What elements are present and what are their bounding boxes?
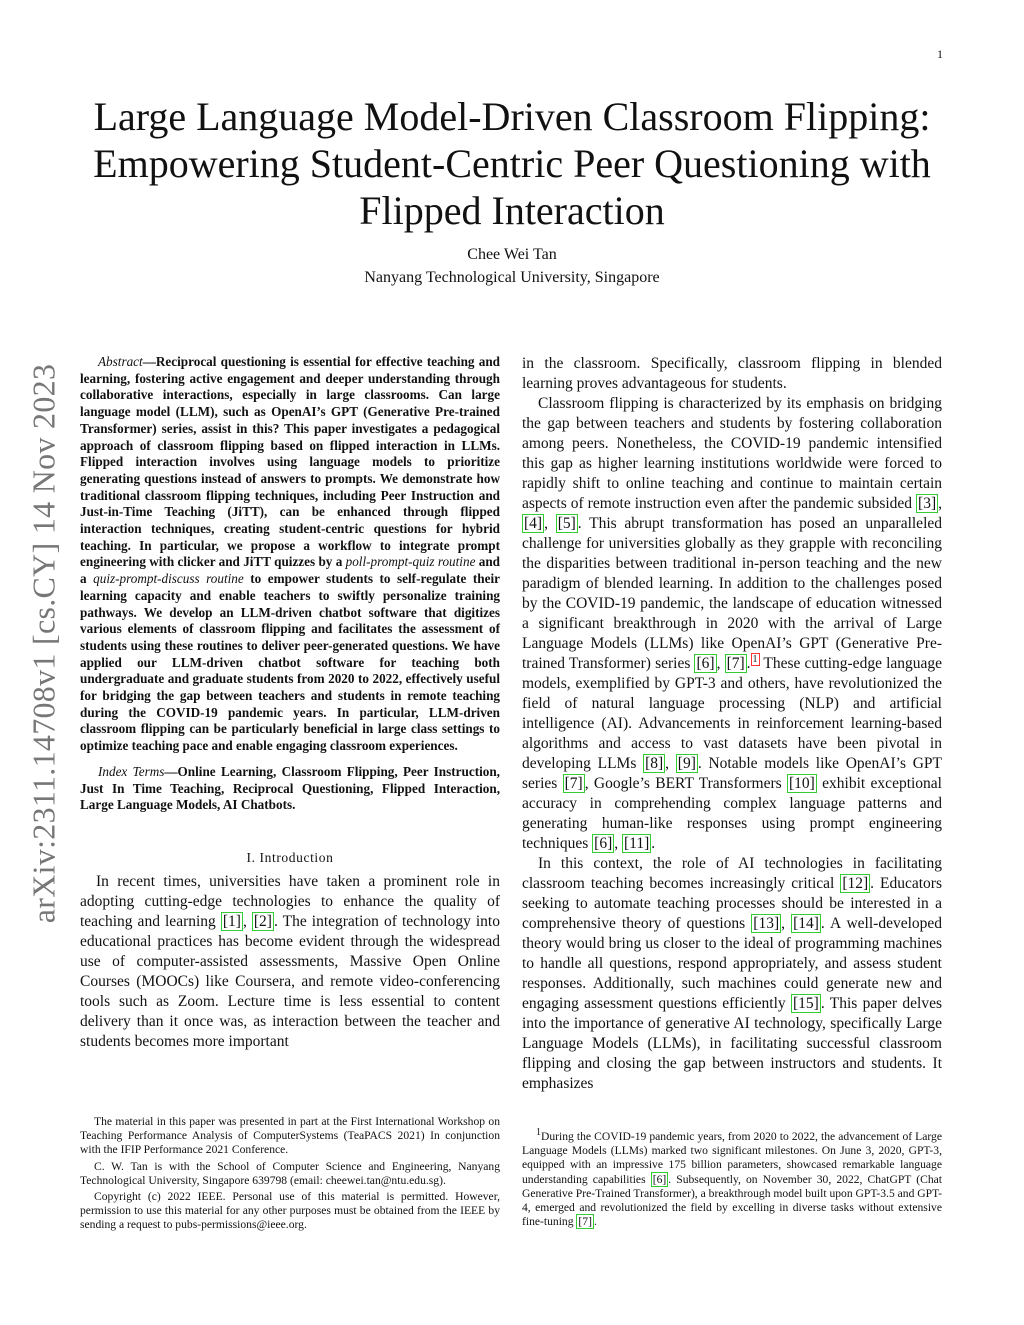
abstract-text: and a <box>80 554 500 587</box>
citation-link[interactable]: [4] <box>524 515 543 532</box>
paragraph-text: , <box>665 755 676 772</box>
paragraph-text: . A well-developed theory would bring us closer to the ideal of programming machines to handle all questions, respond appropriately, and assess student responses. Additionally, such machines could generate new and engaging assessment questions efficiently <box>522 915 943 1012</box>
paragraph-text: , <box>242 912 252 930</box>
footnote-text: During the COVID-19 pandemic years, from 2020 to 2022, the advancement of Large Language Models (LLMs) marked two significant milestones. On June 3, 2020, GPT-3, equipped with an impressive 175 billion parameters, showcased remarkable language understanding capabilities <box>522 1130 942 1186</box>
footnote-presentation-note: The material in this paper was presented in part at the First International Workshop on Teaching Performance Analysis of ComputerSystems (TeaPACS 2021) In conjunction with the IFIP Performance 2021 Conference. <box>80 1115 500 1157</box>
paragraph-text: , <box>781 915 792 932</box>
paragraph-text: These cutting-edge language models, exemplified by GPT-3 and others, have revolutionized the field of natural language processing (NLP) and artificial intelligence (AI). Advancements in reinforcement learning-based algorithms and access to vast datasets have been pivotal in developing LLMs <box>522 655 943 772</box>
intro-paragraph-3 <box>522 854 942 1094</box>
citation-link[interactable]: [15] <box>793 995 819 1012</box>
citation-link[interactable]: [9] <box>677 755 696 772</box>
citation-link[interactable]: [11] <box>624 835 650 852</box>
footnote-mark: 1 <box>536 1127 541 1139</box>
citation-link[interactable]: [6] <box>652 1172 667 1186</box>
abstract-routine-2: quiz-prompt-discuss routine <box>93 571 244 587</box>
title-line: Empowering Student-Centric Peer Questioning with <box>93 141 931 186</box>
footnote-text: . Subsequently, on November 30, 2022, ChatGPT (Chat Generative Pre-Trained Transformer), a breakthrough model built upon GPT-3.5 and GPT-4, emerged and revolutionized the field by excelling in diverse tasks without extensive fine-tuning <box>522 1172 943 1229</box>
paragraph-text: exhibit exceptional accuracy in comprehending complex language patterns and generating human-like responses using prompt engineering techniques <box>522 775 942 852</box>
abstract-label: Abstract <box>98 354 143 369</box>
author-affiliation: Nanyang Technological University, Singapore <box>364 269 660 286</box>
footnotes-right <box>522 1127 943 1231</box>
author-name: Chee Wei Tan <box>467 246 557 263</box>
paragraph-text: . This paper delves into the importance of generative AI technology, specifically Large Language Models (LLMs), in facilitating successful classroom flipping and closing the gap between instructors and students. It emphasizes <box>522 995 942 1092</box>
paragraph-text: Classroom flipping is characterized by its emphasis on bridging the gap between teachers and students by fostering collaboration among peers. Nonetheless, the COVID-19 pandemic intensified this gap as higher learning institutions worldwide were forced to rapidly shift to online teaching and continue to maintain certain aspects of remote instruction even after the pandemic subsided <box>522 395 942 512</box>
citation-link[interactable]: [5] <box>557 515 576 532</box>
right-column <box>522 354 942 1094</box>
paragraph-text: . This abrupt transformation has posed an unparalleled challenge for universities globally as they grapple with reconciling the disparities between traditional in-person teaching and the new paradigm of blended learning. In addition to the challenges posed by the COVID-19 pandemic, the landscape of education witnessed a significant breakthrough in 2020 with the arrival of Large Language Models (LLMs) like OpenAI’s GPT (Generative Pre-trained Transformer) series <box>522 515 943 672</box>
citation-link[interactable]: [6] <box>594 835 613 852</box>
citation-link[interactable]: [12] <box>842 875 869 892</box>
paper-title <box>78 93 946 234</box>
abstract <box>80 354 500 755</box>
paragraph-text: . Notable models like OpenAI’s GPT series <box>522 755 943 792</box>
abstract-text: —Reciprocal questioning is essential for effective teaching and learning, fostering active engagement and deeper understanding through collaborative interactions, especially in large classrooms. Can large language model (LLM), such as OpenAI’s GPT (Generative Pre-trained Transformer) series, assist in this? This paper investigates a pedagogical approach of classroom flipping based on flipped interaction in LLMs. Flipped interaction involves using language models to prioritize generating questions instead of answers to prompts. We demonstrate how traditional classroom flipping techniques, including Peer Instruction and Just-in-Time Teaching (JiTT), can be enhanced through flipped interaction techniques, creating student-centric questions for hybrid teaching. In particular, we propose a workflow to integrate prompt engineering with clicker and JiTT quizzes by a <box>80 354 500 570</box>
footnotes-left <box>80 1115 500 1235</box>
abstract-routine-1: poll-prompt-quiz routine <box>345 554 476 570</box>
title-line: Large Language Model-Driven Classroom Flipping: <box>93 94 931 139</box>
citation-link[interactable]: [7] <box>564 775 583 792</box>
page-number: 1 <box>937 47 943 61</box>
footnote-reference-link[interactable]: 1 <box>752 653 758 665</box>
citation-link[interactable]: [14] <box>793 915 819 932</box>
index-terms-label: Index Terms <box>98 763 165 779</box>
citation-link[interactable]: [1] <box>222 912 241 930</box>
citation-link[interactable]: [13] <box>753 915 780 932</box>
paragraph-text: , <box>614 835 622 852</box>
paragraph-text: . Educators seeking to automate teaching processes should be interested in a comprehensive theory of questions <box>522 875 943 932</box>
intro-paragraph-2 <box>522 394 942 854</box>
footnote-author-info: C. W. Tan is with the School of Computer Science and Engineering, Nanyang Technological University, Singapore 639798 (email: cheewei.tan@ntu.edu.sg). <box>80 1159 500 1187</box>
title-line: Flipped Interaction <box>359 188 665 233</box>
paragraph-text: . <box>651 835 656 852</box>
footnote-text: . <box>593 1215 597 1229</box>
paragraph-text: , Google’s BERT Transformers <box>584 775 787 792</box>
index-terms <box>80 764 500 814</box>
paragraph-text: , <box>716 655 725 672</box>
footnote-1 <box>522 1127 943 1229</box>
author-block <box>78 243 946 289</box>
citation-link[interactable]: [8] <box>645 755 664 772</box>
intro-paragraph-1-continued: in the classroom. Specifically, classroom flipping in blended learning proves advantageous for students. <box>522 355 942 392</box>
paragraph-text: . <box>746 655 751 672</box>
arxiv-identifier: arXiv:2311.14708v1 [cs.CY] 14 Nov 2023 <box>25 363 62 923</box>
citation-link[interactable]: [7] <box>726 655 745 672</box>
paragraph-text: In this context, the role of AI technologies in facilitating classroom teaching becomes increasingly critical <box>522 855 942 892</box>
intro-paragraph-1 <box>80 872 500 1052</box>
citation-link[interactable]: [7] <box>578 1215 592 1229</box>
paragraph-text: In recent times, universities have taken a prominent role in adopting cutting-edge technologies to enhance the quality of teaching and learning <box>80 872 500 930</box>
footnote-copyright: Copyright (c) 2022 IEEE. Personal use of this material is permitted. However, permission to use this material for any other purposes must be obtained from the IEEE by sending a request to pubs-permissions@ieee.org. <box>80 1190 500 1232</box>
left-column <box>80 354 500 1052</box>
abstract-text: to empower students to self-regulate their learning capacity and enable teachers to swiftly personalize training pathways. We develop an LLM-driven chatbot software that digitizes various elements of classroom flipping and facilitates the assessment of students using these routines to deliver peer-generated questions. We have applied our LLM-driven chatbot software for teaching both undergraduate and graduate students from 2020 to 2022, effectively useful for bridging the gap between teachers and students in remote teaching during the COVID-19 pandemic years. In particular, LLM-driven classroom flipping can be particularly beneficial in large class settings to optimize teaching pace and enable engaging classroom experiences. <box>80 571 500 754</box>
index-terms-text: —Online Learning, Classroom Flipping, Peer Instruction, Just In Time Teaching, Reciprocal Questioning, Flipped Interaction, Large Language Models, AI Chatbots. <box>80 763 500 813</box>
section-heading-introduction: I. Introduction <box>246 849 334 865</box>
citation-link[interactable]: [6] <box>696 655 715 672</box>
paragraph-text: , <box>544 515 556 532</box>
paragraph-text: . The integration of technology into educational practices has become evident through the widespread use of computer-assisted assessments, Massive Open Online Courses (MOOCs) like Coursera, and remote video-conferencing tools such as Zoom. Lecture time is less essential to content delivery than it once was, as interaction between the teacher and students becomes more important <box>80 912 500 1050</box>
citation-link[interactable]: [3] <box>918 495 937 512</box>
arxiv-sidebar-stamp <box>14 343 74 943</box>
paragraph-text: , <box>938 495 942 512</box>
citation-link[interactable]: [2] <box>253 912 272 930</box>
citation-link[interactable]: [10] <box>789 775 815 792</box>
